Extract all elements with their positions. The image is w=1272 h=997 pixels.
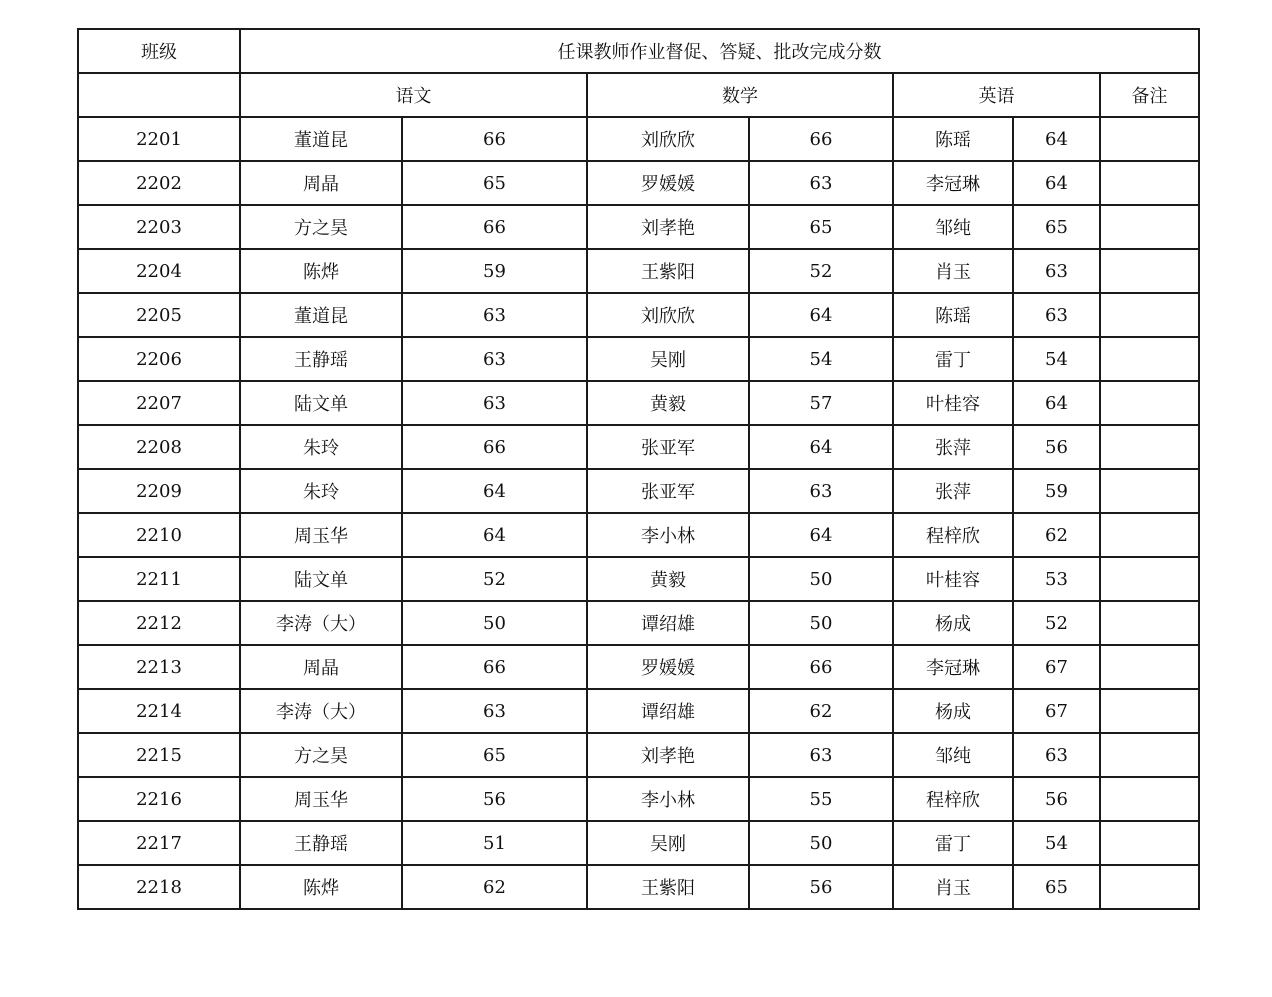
table-title: 任课教师作业督促、答疑、批改完成分数: [240, 29, 1199, 73]
english-score-cell: 63: [1013, 249, 1100, 293]
english-header: 英语: [893, 73, 1100, 117]
chinese-score-cell: 64: [402, 513, 587, 557]
math-teacher-cell: 吴刚: [587, 337, 749, 381]
chinese-score-cell: 51: [402, 821, 587, 865]
math-header: 数学: [587, 73, 893, 117]
math-score-cell: 65: [749, 205, 893, 249]
math-score-cell: 66: [749, 117, 893, 161]
math-score-cell: 56: [749, 865, 893, 909]
chinese-score-cell: 66: [402, 645, 587, 689]
chinese-teacher-cell: 周晶: [240, 161, 402, 205]
chinese-score-cell: 64: [402, 469, 587, 513]
english-teacher-cell: 杨成: [893, 689, 1013, 733]
chinese-score-cell: 50: [402, 601, 587, 645]
note-cell: [1100, 601, 1199, 645]
note-cell: [1100, 337, 1199, 381]
note-cell: [1100, 689, 1199, 733]
english-teacher-cell: 叶桂容: [893, 381, 1013, 425]
table-row: [78, 557, 1199, 601]
class-cell: 2214: [78, 689, 240, 733]
english-teacher-cell: 杨成: [893, 601, 1013, 645]
english-teacher-cell: 邹纯: [893, 733, 1013, 777]
english-teacher-cell: 陈瑶: [893, 293, 1013, 337]
chinese-teacher-cell: 陆文单: [240, 557, 402, 601]
table-row: [78, 777, 1199, 821]
chinese-teacher-cell: 董道昆: [240, 293, 402, 337]
math-teacher-cell: 王紫阳: [587, 249, 749, 293]
chinese-teacher-cell: 王静瑶: [240, 821, 402, 865]
class-cell: 2213: [78, 645, 240, 689]
math-score-cell: 52: [749, 249, 893, 293]
chinese-teacher-cell: 方之昊: [240, 205, 402, 249]
english-teacher-cell: 李冠琳: [893, 645, 1013, 689]
class-cell: 2202: [78, 161, 240, 205]
math-score-cell: 66: [749, 645, 893, 689]
note-cell: [1100, 557, 1199, 601]
chinese-score-cell: 62: [402, 865, 587, 909]
table-row: [78, 161, 1199, 205]
math-score-cell: 63: [749, 469, 893, 513]
note-cell: [1100, 513, 1199, 557]
table-row: [78, 689, 1199, 733]
english-score-cell: 65: [1013, 865, 1100, 909]
table-row: [78, 645, 1199, 689]
class-cell: 2201: [78, 117, 240, 161]
class-cell: 2205: [78, 293, 240, 337]
class-cell: 2208: [78, 425, 240, 469]
english-score-cell: 54: [1013, 337, 1100, 381]
table-row: [78, 469, 1199, 513]
math-teacher-cell: 张亚军: [587, 469, 749, 513]
chinese-score-cell: 65: [402, 733, 587, 777]
note-cell: [1100, 865, 1199, 909]
chinese-teacher-cell: 朱玲: [240, 469, 402, 513]
english-teacher-cell: 肖玉: [893, 249, 1013, 293]
table-row: [78, 117, 1199, 161]
math-score-cell: 55: [749, 777, 893, 821]
english-teacher-cell: 程梓欣: [893, 513, 1013, 557]
math-teacher-cell: 黄毅: [587, 381, 749, 425]
english-score-cell: 67: [1013, 645, 1100, 689]
table-row: [78, 513, 1199, 557]
english-score-cell: 56: [1013, 777, 1100, 821]
english-score-cell: 64: [1013, 161, 1100, 205]
english-score-cell: 62: [1013, 513, 1100, 557]
header-row-title: [78, 29, 1199, 73]
math-score-cell: 64: [749, 425, 893, 469]
table-row: [78, 337, 1199, 381]
math-teacher-cell: 吴刚: [587, 821, 749, 865]
chinese-teacher-cell: 周玉华: [240, 513, 402, 557]
math-score-cell: 63: [749, 161, 893, 205]
class-cell: 2215: [78, 733, 240, 777]
class-cell: 2203: [78, 205, 240, 249]
english-teacher-cell: 邹纯: [893, 205, 1013, 249]
english-teacher-cell: 陈瑶: [893, 117, 1013, 161]
note-cell: [1100, 249, 1199, 293]
math-teacher-cell: 罗媛媛: [587, 645, 749, 689]
class-cell: 2216: [78, 777, 240, 821]
english-teacher-cell: 程梓欣: [893, 777, 1013, 821]
math-teacher-cell: 刘孝艳: [587, 205, 749, 249]
note-cell: [1100, 293, 1199, 337]
chinese-score-cell: 66: [402, 425, 587, 469]
math-teacher-cell: 谭绍雄: [587, 689, 749, 733]
header-row-subjects: [78, 73, 1199, 117]
english-score-cell: 53: [1013, 557, 1100, 601]
english-teacher-cell: 雷丁: [893, 337, 1013, 381]
math-teacher-cell: 刘孝艳: [587, 733, 749, 777]
table-row: [78, 293, 1199, 337]
english-score-cell: 65: [1013, 205, 1100, 249]
english-teacher-cell: 肖玉: [893, 865, 1013, 909]
chinese-teacher-cell: 周晶: [240, 645, 402, 689]
chinese-teacher-cell: 陆文单: [240, 381, 402, 425]
score-table: [77, 28, 1200, 910]
chinese-score-cell: 56: [402, 777, 587, 821]
notes-header: 备注: [1100, 73, 1199, 117]
chinese-teacher-cell: 周玉华: [240, 777, 402, 821]
chinese-teacher-cell: 李涛（大）: [240, 689, 402, 733]
note-cell: [1100, 821, 1199, 865]
table-row: [78, 425, 1199, 469]
table-row: [78, 865, 1199, 909]
math-teacher-cell: 刘欣欣: [587, 117, 749, 161]
note-cell: [1100, 161, 1199, 205]
math-score-cell: 50: [749, 821, 893, 865]
english-score-cell: 59: [1013, 469, 1100, 513]
english-teacher-cell: 叶桂容: [893, 557, 1013, 601]
empty-header-cell: [78, 73, 240, 117]
note-cell: [1100, 117, 1199, 161]
english-teacher-cell: 张萍: [893, 425, 1013, 469]
class-header: 班级: [78, 29, 240, 73]
class-cell: 2209: [78, 469, 240, 513]
math-score-cell: 57: [749, 381, 893, 425]
english-score-cell: 63: [1013, 733, 1100, 777]
english-score-cell: 64: [1013, 381, 1100, 425]
math-teacher-cell: 张亚军: [587, 425, 749, 469]
class-cell: 2211: [78, 557, 240, 601]
english-score-cell: 64: [1013, 117, 1100, 161]
table-row: [78, 601, 1199, 645]
class-cell: 2210: [78, 513, 240, 557]
chinese-score-cell: 63: [402, 337, 587, 381]
math-teacher-cell: 谭绍雄: [587, 601, 749, 645]
table-row: [78, 821, 1199, 865]
chinese-teacher-cell: 陈烨: [240, 865, 402, 909]
english-score-cell: 54: [1013, 821, 1100, 865]
chinese-teacher-cell: 李涛（大）: [240, 601, 402, 645]
math-teacher-cell: 李小林: [587, 513, 749, 557]
chinese-score-cell: 59: [402, 249, 587, 293]
chinese-header: 语文: [240, 73, 587, 117]
math-teacher-cell: 王紫阳: [587, 865, 749, 909]
math-score-cell: 64: [749, 293, 893, 337]
chinese-teacher-cell: 董道昆: [240, 117, 402, 161]
chinese-teacher-cell: 方之昊: [240, 733, 402, 777]
note-cell: [1100, 381, 1199, 425]
chinese-teacher-cell: 陈烨: [240, 249, 402, 293]
english-teacher-cell: 张萍: [893, 469, 1013, 513]
note-cell: [1100, 733, 1199, 777]
english-score-cell: 67: [1013, 689, 1100, 733]
math-teacher-cell: 罗媛媛: [587, 161, 749, 205]
english-teacher-cell: 李冠琳: [893, 161, 1013, 205]
math-teacher-cell: 李小林: [587, 777, 749, 821]
table-row: [78, 249, 1199, 293]
note-cell: [1100, 205, 1199, 249]
math-score-cell: 63: [749, 733, 893, 777]
chinese-teacher-cell: 朱玲: [240, 425, 402, 469]
math-score-cell: 50: [749, 557, 893, 601]
math-teacher-cell: 黄毅: [587, 557, 749, 601]
table-row: [78, 381, 1199, 425]
chinese-score-cell: 63: [402, 381, 587, 425]
math-score-cell: 50: [749, 601, 893, 645]
chinese-score-cell: 63: [402, 689, 587, 733]
english-score-cell: 63: [1013, 293, 1100, 337]
class-cell: 2218: [78, 865, 240, 909]
class-cell: 2217: [78, 821, 240, 865]
english-score-cell: 52: [1013, 601, 1100, 645]
class-cell: 2212: [78, 601, 240, 645]
english-score-cell: 56: [1013, 425, 1100, 469]
note-cell: [1100, 777, 1199, 821]
math-teacher-cell: 刘欣欣: [587, 293, 749, 337]
table-row: [78, 205, 1199, 249]
class-cell: 2207: [78, 381, 240, 425]
class-cell: 2204: [78, 249, 240, 293]
chinese-score-cell: 66: [402, 205, 587, 249]
table-row: [78, 733, 1199, 777]
math-score-cell: 54: [749, 337, 893, 381]
chinese-teacher-cell: 王静瑶: [240, 337, 402, 381]
note-cell: [1100, 645, 1199, 689]
note-cell: [1100, 469, 1199, 513]
english-teacher-cell: 雷丁: [893, 821, 1013, 865]
math-score-cell: 62: [749, 689, 893, 733]
class-cell: 2206: [78, 337, 240, 381]
chinese-score-cell: 66: [402, 117, 587, 161]
chinese-score-cell: 65: [402, 161, 587, 205]
chinese-score-cell: 52: [402, 557, 587, 601]
math-score-cell: 64: [749, 513, 893, 557]
note-cell: [1100, 425, 1199, 469]
chinese-score-cell: 63: [402, 293, 587, 337]
